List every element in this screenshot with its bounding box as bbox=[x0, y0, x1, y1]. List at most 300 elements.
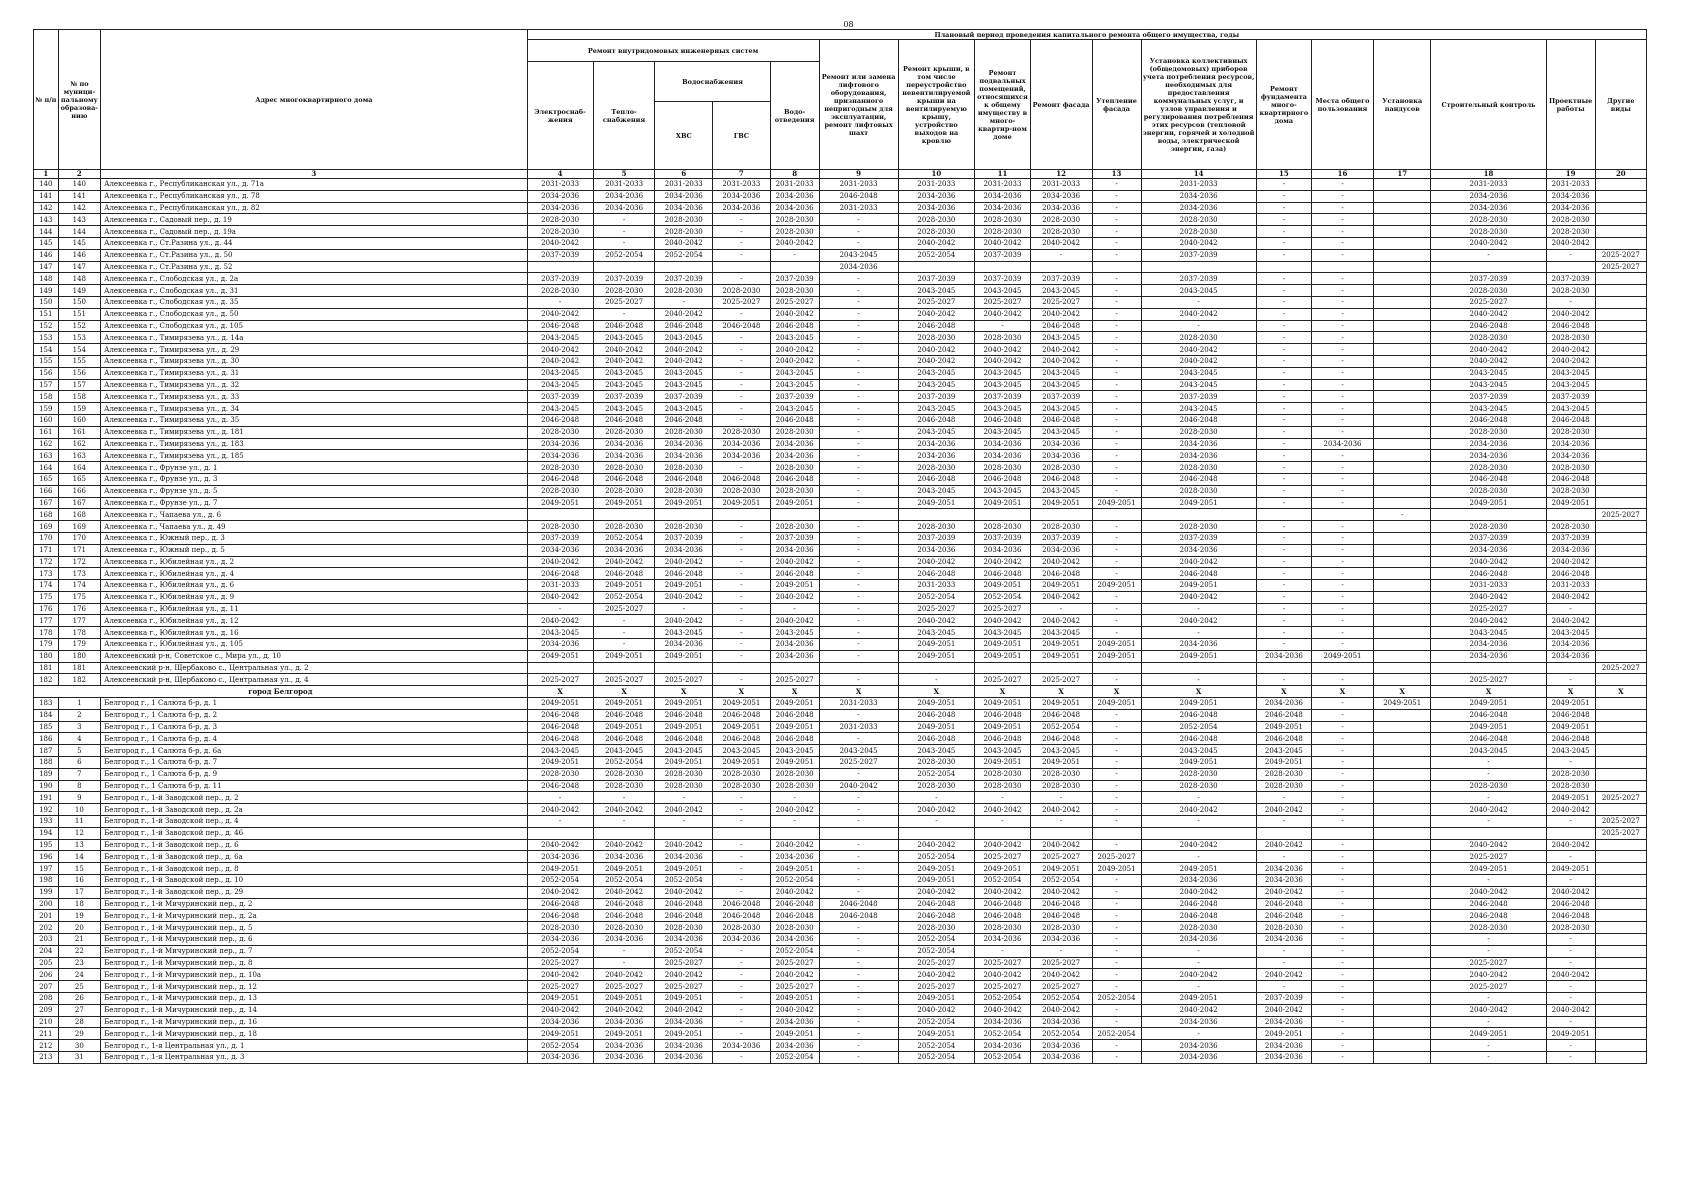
period-cell: 2034-2036 bbox=[1256, 863, 1311, 875]
period-cell: 2049-2051 bbox=[527, 992, 593, 1004]
period-cell: 2043-2045 bbox=[1546, 379, 1595, 391]
period-cell: 2040-2042 bbox=[898, 615, 975, 627]
period-cell: 2049-2051 bbox=[1092, 639, 1141, 651]
period-cell: - bbox=[1030, 792, 1092, 804]
municipal-number: 25 bbox=[58, 981, 101, 993]
period-cell bbox=[655, 662, 713, 674]
header-facade: Ремонт фасада bbox=[1030, 40, 1092, 170]
header-design: Проектные работы bbox=[1546, 40, 1595, 170]
municipal-number: 143 bbox=[58, 214, 101, 226]
period-cell: 2046-2048 bbox=[593, 320, 655, 332]
municipal-number: 175 bbox=[58, 591, 101, 603]
period-cell: - bbox=[1312, 190, 1374, 202]
house-address: Белгород г., 1-й Заводской пер., д. 6 bbox=[101, 839, 527, 851]
column-number: 9 bbox=[819, 170, 898, 179]
period-cell: 2034-2036 bbox=[713, 934, 771, 946]
row-number: 201 bbox=[34, 910, 59, 922]
period-cell: - bbox=[713, 1016, 771, 1028]
period-cell: 2046-2048 bbox=[975, 898, 1030, 910]
period-cell: - bbox=[713, 1051, 771, 1063]
period-cell: 2025-2027 bbox=[819, 757, 898, 769]
house-address: Алексеевка г., Тимирязева ул., д. 30 bbox=[101, 355, 527, 367]
period-cell: - bbox=[1431, 1051, 1546, 1063]
period-cell: 2040-2042 bbox=[655, 591, 713, 603]
period-cell: - bbox=[1546, 296, 1595, 308]
period-cell: 2028-2030 bbox=[1141, 214, 1256, 226]
table-row bbox=[34, 898, 1647, 910]
period-cell: 2049-2051 bbox=[1141, 497, 1256, 509]
table-row bbox=[34, 249, 1647, 261]
house-address: Белгород г., 1 Салюта б-р, д. 2 bbox=[101, 709, 527, 721]
period-cell: - bbox=[819, 839, 898, 851]
period-cell: 2040-2042 bbox=[1141, 886, 1256, 898]
period-cell: 2028-2030 bbox=[975, 521, 1030, 533]
municipal-number: 176 bbox=[58, 603, 101, 615]
period-cell: 2046-2048 bbox=[527, 910, 593, 922]
period-cell: 2028-2030 bbox=[527, 485, 593, 497]
period-cell: - bbox=[1256, 603, 1311, 615]
period-cell bbox=[1595, 462, 1646, 474]
period-cell bbox=[1373, 532, 1431, 544]
period-cell: - bbox=[1092, 544, 1141, 556]
period-cell: - bbox=[819, 332, 898, 344]
row-number: 177 bbox=[34, 615, 59, 627]
period-cell: - bbox=[1312, 414, 1374, 426]
row-number: 202 bbox=[34, 922, 59, 934]
period-cell bbox=[1595, 745, 1646, 757]
period-cell: 2034-2036 bbox=[975, 934, 1030, 946]
period-cell bbox=[1373, 568, 1431, 580]
period-cell: - bbox=[1312, 709, 1374, 721]
period-cell: - bbox=[1092, 273, 1141, 285]
period-cell: 2040-2042 bbox=[975, 556, 1030, 568]
period-cell: 2049-2051 bbox=[898, 497, 975, 509]
row-number: 166 bbox=[34, 485, 59, 497]
period-cell bbox=[1431, 261, 1546, 273]
period-cell: 2043-2045 bbox=[655, 745, 713, 757]
period-cell: 2043-2045 bbox=[770, 745, 819, 757]
period-cell: 2034-2036 bbox=[593, 1016, 655, 1028]
period-cell: - bbox=[527, 816, 593, 828]
period-cell: 2028-2030 bbox=[593, 780, 655, 792]
period-cell: - bbox=[1141, 296, 1256, 308]
municipal-number: 169 bbox=[58, 521, 101, 533]
period-cell: 2040-2042 bbox=[1141, 237, 1256, 249]
section-mark: X bbox=[527, 686, 593, 698]
period-cell: 2046-2048 bbox=[975, 473, 1030, 485]
table-row bbox=[34, 1016, 1647, 1028]
period-cell: - bbox=[819, 473, 898, 485]
period-cell: 2028-2030 bbox=[1546, 462, 1595, 474]
period-cell: 2049-2051 bbox=[593, 698, 655, 710]
period-cell: 2034-2036 bbox=[975, 202, 1030, 214]
period-cell: - bbox=[1256, 497, 1311, 509]
period-cell: - bbox=[1312, 780, 1374, 792]
period-cell: 2049-2051 bbox=[1546, 698, 1595, 710]
period-cell: 2046-2048 bbox=[1030, 320, 1092, 332]
period-cell: 2034-2036 bbox=[1141, 1040, 1256, 1052]
period-cell: 2046-2048 bbox=[975, 414, 1030, 426]
period-cell: 2028-2030 bbox=[975, 226, 1030, 238]
row-number: 142 bbox=[34, 202, 59, 214]
period-cell: 2040-2042 bbox=[527, 615, 593, 627]
municipal-number: 156 bbox=[58, 367, 101, 379]
period-cell: - bbox=[1546, 674, 1595, 686]
row-number: 193 bbox=[34, 816, 59, 828]
period-cell bbox=[1373, 615, 1431, 627]
house-address: Алексеевка г., Слободская ул., д. 2а bbox=[101, 273, 527, 285]
period-cell bbox=[1595, 1051, 1646, 1063]
period-cell: 2028-2030 bbox=[1256, 922, 1311, 934]
period-cell: - bbox=[1546, 934, 1595, 946]
period-cell: 2052-2054 bbox=[593, 591, 655, 603]
period-cell: 2040-2042 bbox=[655, 969, 713, 981]
period-cell: 2040-2042 bbox=[770, 591, 819, 603]
period-cell: 2043-2045 bbox=[1431, 745, 1546, 757]
period-cell: 2046-2048 bbox=[713, 898, 771, 910]
period-cell: 2046-2048 bbox=[898, 910, 975, 922]
period-cell bbox=[1373, 827, 1431, 839]
row-number: 145 bbox=[34, 237, 59, 249]
table-row bbox=[34, 839, 1647, 851]
row-number: 163 bbox=[34, 450, 59, 462]
period-cell: - bbox=[1256, 981, 1311, 993]
period-cell: 2046-2048 bbox=[1030, 568, 1092, 580]
period-cell: 2049-2051 bbox=[898, 721, 975, 733]
period-cell: - bbox=[1312, 521, 1374, 533]
period-cell: 2037-2039 bbox=[1546, 391, 1595, 403]
table-row bbox=[34, 875, 1647, 887]
period-cell: - bbox=[1256, 450, 1311, 462]
period-cell: 2040-2042 bbox=[1431, 556, 1546, 568]
period-cell bbox=[1373, 945, 1431, 957]
header-electro: Электроснаб-жения bbox=[527, 62, 593, 170]
period-cell: - bbox=[1092, 285, 1141, 297]
period-cell: 2043-2045 bbox=[898, 379, 975, 391]
period-cell: - bbox=[1312, 532, 1374, 544]
period-cell: 2034-2036 bbox=[655, 639, 713, 651]
table-row bbox=[34, 202, 1647, 214]
period-cell: 2046-2048 bbox=[1256, 910, 1311, 922]
period-cell: - bbox=[819, 945, 898, 957]
period-cell: - bbox=[713, 851, 771, 863]
period-cell: 2028-2030 bbox=[713, 285, 771, 297]
period-cell: - bbox=[1312, 981, 1374, 993]
period-cell: - bbox=[1312, 202, 1374, 214]
period-cell: 2028-2030 bbox=[898, 757, 975, 769]
period-cell: - bbox=[819, 544, 898, 556]
period-cell: 2028-2030 bbox=[1141, 768, 1256, 780]
period-cell bbox=[1373, 839, 1431, 851]
municipal-number: 154 bbox=[58, 344, 101, 356]
row-number: 148 bbox=[34, 273, 59, 285]
period-cell bbox=[1373, 202, 1431, 214]
period-cell: 2049-2051 bbox=[1141, 580, 1256, 592]
period-cell: 2046-2048 bbox=[819, 898, 898, 910]
period-cell: - bbox=[1256, 438, 1311, 450]
period-cell: 2046-2048 bbox=[527, 320, 593, 332]
period-cell: 2046-2048 bbox=[975, 733, 1030, 745]
period-cell: 2034-2036 bbox=[1431, 650, 1546, 662]
period-cell: 2034-2036 bbox=[1546, 544, 1595, 556]
period-cell: 2034-2036 bbox=[1256, 1016, 1311, 1028]
municipal-number: 13 bbox=[58, 839, 101, 851]
municipal-number: 150 bbox=[58, 296, 101, 308]
period-cell: 2034-2036 bbox=[1030, 202, 1092, 214]
period-cell: 2046-2048 bbox=[527, 898, 593, 910]
row-number: 204 bbox=[34, 945, 59, 957]
period-cell: - bbox=[713, 237, 771, 249]
period-cell: 2046-2048 bbox=[898, 568, 975, 580]
period-cell: 2031-2033 bbox=[898, 179, 975, 191]
header-period: Плановый период проведения капитального ремонта общего имущества, годы bbox=[527, 30, 1646, 40]
period-cell: - bbox=[1092, 875, 1141, 887]
house-address: Белгород г., 1-й Мичуринский пер., д. 12 bbox=[101, 981, 527, 993]
period-cell: - bbox=[819, 603, 898, 615]
period-cell: 2031-2033 bbox=[1546, 179, 1595, 191]
period-cell: 2052-2054 bbox=[655, 945, 713, 957]
period-cell: 2037-2039 bbox=[527, 532, 593, 544]
period-cell: 2040-2042 bbox=[1431, 969, 1546, 981]
period-cell bbox=[1595, 934, 1646, 946]
period-cell: - bbox=[1312, 957, 1374, 969]
period-cell: - bbox=[713, 414, 771, 426]
period-cell: 2040-2042 bbox=[527, 886, 593, 898]
period-cell: 2046-2048 bbox=[1431, 898, 1546, 910]
house-address: Алексеевка г., Тимирязева ул., д. 35 bbox=[101, 414, 527, 426]
period-cell: 2040-2042 bbox=[975, 237, 1030, 249]
period-cell: 2049-2051 bbox=[770, 580, 819, 592]
period-cell: - bbox=[1256, 414, 1311, 426]
period-cell: 2028-2030 bbox=[655, 485, 713, 497]
municipal-number: 170 bbox=[58, 532, 101, 544]
period-cell: - bbox=[1141, 981, 1256, 993]
period-cell bbox=[1595, 403, 1646, 415]
period-cell bbox=[1595, 591, 1646, 603]
period-cell: 2049-2051 bbox=[593, 863, 655, 875]
period-cell: 2025-2027 bbox=[1431, 296, 1546, 308]
period-cell: 2040-2042 bbox=[975, 615, 1030, 627]
period-cell bbox=[1595, 214, 1646, 226]
period-cell bbox=[1595, 308, 1646, 320]
period-cell: - bbox=[1312, 237, 1374, 249]
period-cell: 2049-2051 bbox=[1092, 698, 1141, 710]
period-cell: 2046-2048 bbox=[655, 320, 713, 332]
period-cell bbox=[1431, 509, 1546, 521]
period-cell: 2028-2030 bbox=[527, 285, 593, 297]
row-number: 150 bbox=[34, 296, 59, 308]
period-cell: 2049-2051 bbox=[1092, 863, 1141, 875]
municipal-number: 19 bbox=[58, 910, 101, 922]
period-cell: - bbox=[1092, 237, 1141, 249]
period-cell: 2040-2042 bbox=[770, 804, 819, 816]
period-cell: 2049-2051 bbox=[1092, 580, 1141, 592]
period-cell: 2043-2045 bbox=[527, 367, 593, 379]
house-address: Алексеевка г., Тимирязева ул., д. 33 bbox=[101, 391, 527, 403]
period-cell: 2043-2045 bbox=[975, 403, 1030, 415]
period-cell: 2034-2036 bbox=[655, 1051, 713, 1063]
period-cell: 2025-2027 bbox=[593, 981, 655, 993]
row-number: 187 bbox=[34, 745, 59, 757]
row-number: 212 bbox=[34, 1040, 59, 1052]
period-cell: 2040-2042 bbox=[1431, 1004, 1546, 1016]
period-cell bbox=[1546, 261, 1595, 273]
period-cell: 2046-2048 bbox=[1141, 414, 1256, 426]
period-cell: - bbox=[1141, 945, 1256, 957]
period-cell: 2040-2042 bbox=[1141, 344, 1256, 356]
period-cell: - bbox=[1256, 792, 1311, 804]
municipal-number: 149 bbox=[58, 285, 101, 297]
row-number: 200 bbox=[34, 898, 59, 910]
period-cell: - bbox=[713, 403, 771, 415]
period-cell: - bbox=[1312, 296, 1374, 308]
period-cell: - bbox=[1092, 403, 1141, 415]
period-cell: - bbox=[819, 733, 898, 745]
period-cell: 2028-2030 bbox=[898, 214, 975, 226]
period-cell: - bbox=[819, 344, 898, 356]
period-cell: - bbox=[1256, 226, 1311, 238]
period-cell: - bbox=[1256, 320, 1311, 332]
period-cell: 2049-2051 bbox=[898, 863, 975, 875]
house-address: Белгород г., 1-й Заводской пер., д. 4 bbox=[101, 816, 527, 828]
period-cell: 2046-2048 bbox=[1256, 733, 1311, 745]
house-address: Белгород г., 1-й Заводской пер., д. 46 bbox=[101, 827, 527, 839]
municipal-number: 159 bbox=[58, 403, 101, 415]
column-number: 4 bbox=[527, 170, 593, 179]
period-cell bbox=[1373, 426, 1431, 438]
table-row bbox=[34, 214, 1647, 226]
column-number: 10 bbox=[898, 170, 975, 179]
row-number: 210 bbox=[34, 1016, 59, 1028]
period-cell: - bbox=[1256, 568, 1311, 580]
row-number: 183 bbox=[34, 698, 59, 710]
period-cell: - bbox=[1546, 851, 1595, 863]
period-cell: 2046-2048 bbox=[713, 709, 771, 721]
period-cell: 2034-2036 bbox=[1431, 639, 1546, 651]
period-cell: 2046-2048 bbox=[713, 910, 771, 922]
period-cell: 2046-2048 bbox=[713, 320, 771, 332]
period-cell: - bbox=[713, 674, 771, 686]
row-number: 199 bbox=[34, 886, 59, 898]
period-cell: 2028-2030 bbox=[655, 768, 713, 780]
period-cell: - bbox=[713, 615, 771, 627]
period-cell: 2043-2045 bbox=[898, 426, 975, 438]
period-cell: 2025-2027 bbox=[593, 296, 655, 308]
row-number: 185 bbox=[34, 721, 59, 733]
period-cell: - bbox=[593, 226, 655, 238]
period-cell bbox=[898, 662, 975, 674]
period-cell bbox=[1373, 662, 1431, 674]
period-cell: 2034-2036 bbox=[770, 190, 819, 202]
period-cell: 2040-2042 bbox=[975, 1004, 1030, 1016]
table-row bbox=[34, 792, 1647, 804]
house-address: Белгород г., 1-й Мичуринский пер., д. 14 bbox=[101, 1004, 527, 1016]
municipal-number: 31 bbox=[58, 1051, 101, 1063]
period-cell: 2028-2030 bbox=[1546, 768, 1595, 780]
house-address: Алексеевка г., Юбилейная ул., д. 12 bbox=[101, 615, 527, 627]
header-gvs: ГВС bbox=[713, 102, 771, 170]
period-cell: - bbox=[1256, 544, 1311, 556]
period-cell: 2043-2045 bbox=[1141, 403, 1256, 415]
period-cell: 2049-2051 bbox=[975, 497, 1030, 509]
row-number: 213 bbox=[34, 1051, 59, 1063]
period-cell bbox=[527, 827, 593, 839]
period-cell: - bbox=[1312, 934, 1374, 946]
municipal-number: 27 bbox=[58, 1004, 101, 1016]
period-cell: 2028-2030 bbox=[1431, 485, 1546, 497]
period-cell: 2040-2042 bbox=[1431, 237, 1546, 249]
period-cell: 2040-2042 bbox=[1546, 804, 1595, 816]
period-cell: 2043-2045 bbox=[655, 403, 713, 415]
period-cell bbox=[1373, 1016, 1431, 1028]
period-cell: 2049-2051 bbox=[975, 863, 1030, 875]
period-cell: - bbox=[819, 875, 898, 887]
period-cell: 2040-2042 bbox=[898, 969, 975, 981]
period-cell bbox=[1256, 662, 1311, 674]
period-cell bbox=[1373, 1028, 1431, 1040]
period-cell: - bbox=[593, 945, 655, 957]
period-cell: 2046-2048 bbox=[1141, 898, 1256, 910]
period-cell: 2034-2036 bbox=[1141, 934, 1256, 946]
period-cell: - bbox=[1141, 816, 1256, 828]
municipal-number: 147 bbox=[58, 261, 101, 273]
period-cell: - bbox=[819, 521, 898, 533]
period-cell: - bbox=[713, 391, 771, 403]
period-cell: 2049-2051 bbox=[1546, 792, 1595, 804]
period-cell: - bbox=[713, 969, 771, 981]
period-cell: - bbox=[1092, 934, 1141, 946]
period-cell: 2049-2051 bbox=[527, 698, 593, 710]
period-cell: 2028-2030 bbox=[655, 214, 713, 226]
period-cell: 2031-2033 bbox=[1030, 179, 1092, 191]
municipal-number: 155 bbox=[58, 355, 101, 367]
period-cell: 2043-2045 bbox=[655, 379, 713, 391]
house-address: Алексеевка г., Слободская ул., д. 50 bbox=[101, 308, 527, 320]
period-cell: 2046-2048 bbox=[1431, 473, 1546, 485]
period-cell: - bbox=[819, 273, 898, 285]
period-cell: 2031-2033 bbox=[819, 698, 898, 710]
period-cell: - bbox=[1546, 816, 1595, 828]
period-cell bbox=[527, 662, 593, 674]
period-cell: 2043-2045 bbox=[1030, 627, 1092, 639]
period-cell: - bbox=[1312, 733, 1374, 745]
period-cell: 2034-2036 bbox=[1546, 438, 1595, 450]
period-cell: 2028-2030 bbox=[1141, 780, 1256, 792]
table-row bbox=[34, 296, 1647, 308]
period-cell: - bbox=[1092, 391, 1141, 403]
period-cell: - bbox=[1030, 249, 1092, 261]
period-cell bbox=[1373, 355, 1431, 367]
period-cell: 2046-2048 bbox=[1141, 473, 1256, 485]
row-number: 207 bbox=[34, 981, 59, 993]
period-cell: - bbox=[1312, 497, 1374, 509]
period-cell: 2034-2036 bbox=[593, 190, 655, 202]
house-address: Белгород г., 1-й Мичуринский пер., д. 8 bbox=[101, 957, 527, 969]
period-cell: 2049-2051 bbox=[1030, 650, 1092, 662]
period-cell: 2040-2042 bbox=[527, 591, 593, 603]
period-cell: 2028-2030 bbox=[713, 922, 771, 934]
period-cell: 2040-2042 bbox=[898, 804, 975, 816]
period-cell: - bbox=[1092, 214, 1141, 226]
period-cell: 2037-2039 bbox=[1431, 391, 1546, 403]
period-cell: 2043-2045 bbox=[1030, 745, 1092, 757]
period-cell: 2052-2054 bbox=[898, 1051, 975, 1063]
period-cell: 2040-2042 bbox=[975, 344, 1030, 356]
period-cell: 2040-2042 bbox=[527, 344, 593, 356]
period-cell: - bbox=[1312, 591, 1374, 603]
period-cell: 2049-2051 bbox=[1431, 863, 1546, 875]
period-cell: - bbox=[1092, 627, 1141, 639]
